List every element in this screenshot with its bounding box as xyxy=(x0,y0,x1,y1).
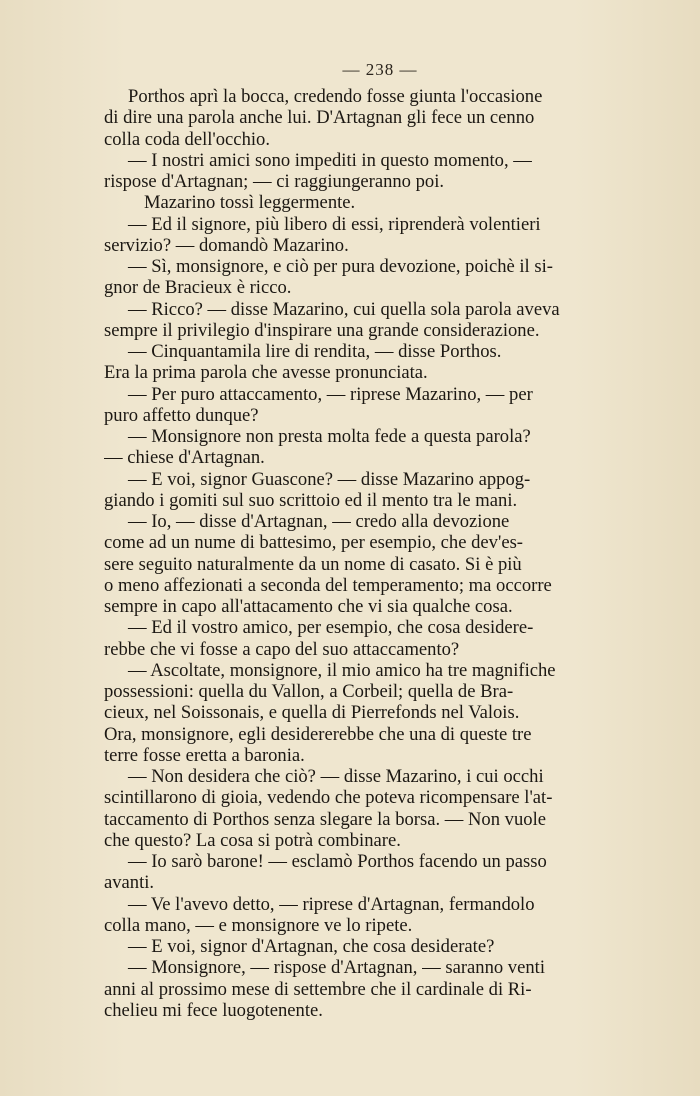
text-line: servizio? — domandò Mazarino. xyxy=(104,234,349,256)
text-line: — Io sarò barone! — esclamò Porthos facendo un passo xyxy=(128,851,547,872)
text-line: — Sì, monsignore, e ciò per pura devozione, poichè il si- xyxy=(128,256,553,277)
text-line: Ora, monsignore, egli desidererebbe che una di queste tre xyxy=(104,723,532,745)
text-line: — Monsignore non presta molta fede a questa parola? xyxy=(128,426,531,447)
text-line: cieux, nel Soissonais, e quella di Pierrefonds nel Valois. xyxy=(104,702,520,724)
text-line: sere seguito naturalmente da un nome di casato. Si è più xyxy=(104,553,522,575)
text-line: sempre il privilegio d'inspirare una grande considerazione. xyxy=(104,319,540,341)
body-text xyxy=(104,86,660,1021)
text-line: — chiese d'Artagnan. xyxy=(104,447,265,469)
text-line: sempre in capo all'attacamento che vi sia qualche cosa. xyxy=(104,596,513,617)
text-line: rispose d'Artagnan; — ci raggiungeranno poi. xyxy=(104,171,445,192)
text-line: chelieu mi fece luogotenente. xyxy=(104,999,323,1021)
text-line: colla coda dell'occhio. xyxy=(104,128,270,150)
text-line: di dire una parola anche lui. D'Artagnan gli fece un cenno xyxy=(104,107,535,129)
text-line: — Ricco? — disse Mazarino, cui quella sola parola aveva xyxy=(128,298,560,320)
page-number: — 238 — xyxy=(342,60,418,79)
text-line: — Per puro attaccamento, — riprese Mazarino, — per xyxy=(128,383,533,405)
text-line: Mazarino tossì leggermente. xyxy=(144,192,356,214)
text-line: — Ascoltate, monsignore, il mio amico ha tre magnifiche xyxy=(128,659,556,681)
text-line: — Ve l'avevo detto, — riprese d'Artagnan, fermandolo xyxy=(128,893,535,915)
text-line: gnor de Bracieux è ricco. xyxy=(104,277,292,299)
text-line: anni al prossimo mese di settembre che il cardinale di Ri- xyxy=(104,978,532,1000)
text-line: — Monsignore, — rispose d'Artagnan, — saranno venti xyxy=(128,957,545,979)
text-line: Porthos aprì la bocca, credendo fosse giunta l'occasione xyxy=(128,86,543,107)
text-line: — Non desidera che ciò? — disse Mazarino, i cui occhi xyxy=(128,766,544,787)
text-line: — Cinquantamila lire di rendita, — disse Porthos. xyxy=(128,341,502,362)
text-line: avanti. xyxy=(104,872,155,894)
text-line: — I nostri amici sono impediti in questo momento, — xyxy=(128,149,532,171)
text-line: puro affetto dunque? xyxy=(104,404,259,426)
text-line: — Ed il vostro amico, per esempio, che cosa desidere- xyxy=(128,617,534,639)
text-line: taccamento di Porthos senza slegare la borsa. — Non vuole xyxy=(104,808,546,830)
text-line: Era la prima parola che avesse pronunciata. xyxy=(104,362,428,384)
text-line: come ad un nume di battesimo, per esempio, che dev'es- xyxy=(104,532,523,554)
text-line: — Ed il signore, più libero di essi, riprenderà volentieri xyxy=(128,213,541,235)
text-line: o meno affezionati a seconda del temperamento; ma occorre xyxy=(104,574,552,596)
text-line: scintillarono di gioia, vedendo che poteva ricompensare l'at- xyxy=(104,787,553,809)
text-line: — Io, — disse d'Artagnan, — credo alla devozione xyxy=(128,511,510,532)
text-line: — E voi, signor Guascone? — disse Mazarino appog- xyxy=(128,468,531,490)
text-line: possessioni: quella du Vallon, a Corbeil; quella de Bra- xyxy=(104,681,514,702)
text-line: colla mano, — e monsignore ve lo ripete. xyxy=(104,914,413,936)
text-line: — E voi, signor d'Artagnan, che cosa desiderate? xyxy=(128,936,495,957)
text-line: rebbe che vi fosse a capo del suo attaccamento? xyxy=(104,638,460,660)
text-line: che questo? La cosa si potrà combinare. xyxy=(104,829,401,851)
text-line: giando i gomiti sul suo scrittoio ed il mento tra le mani. xyxy=(104,489,518,511)
text-line: terre fosse eretta a baronia. xyxy=(104,744,305,766)
